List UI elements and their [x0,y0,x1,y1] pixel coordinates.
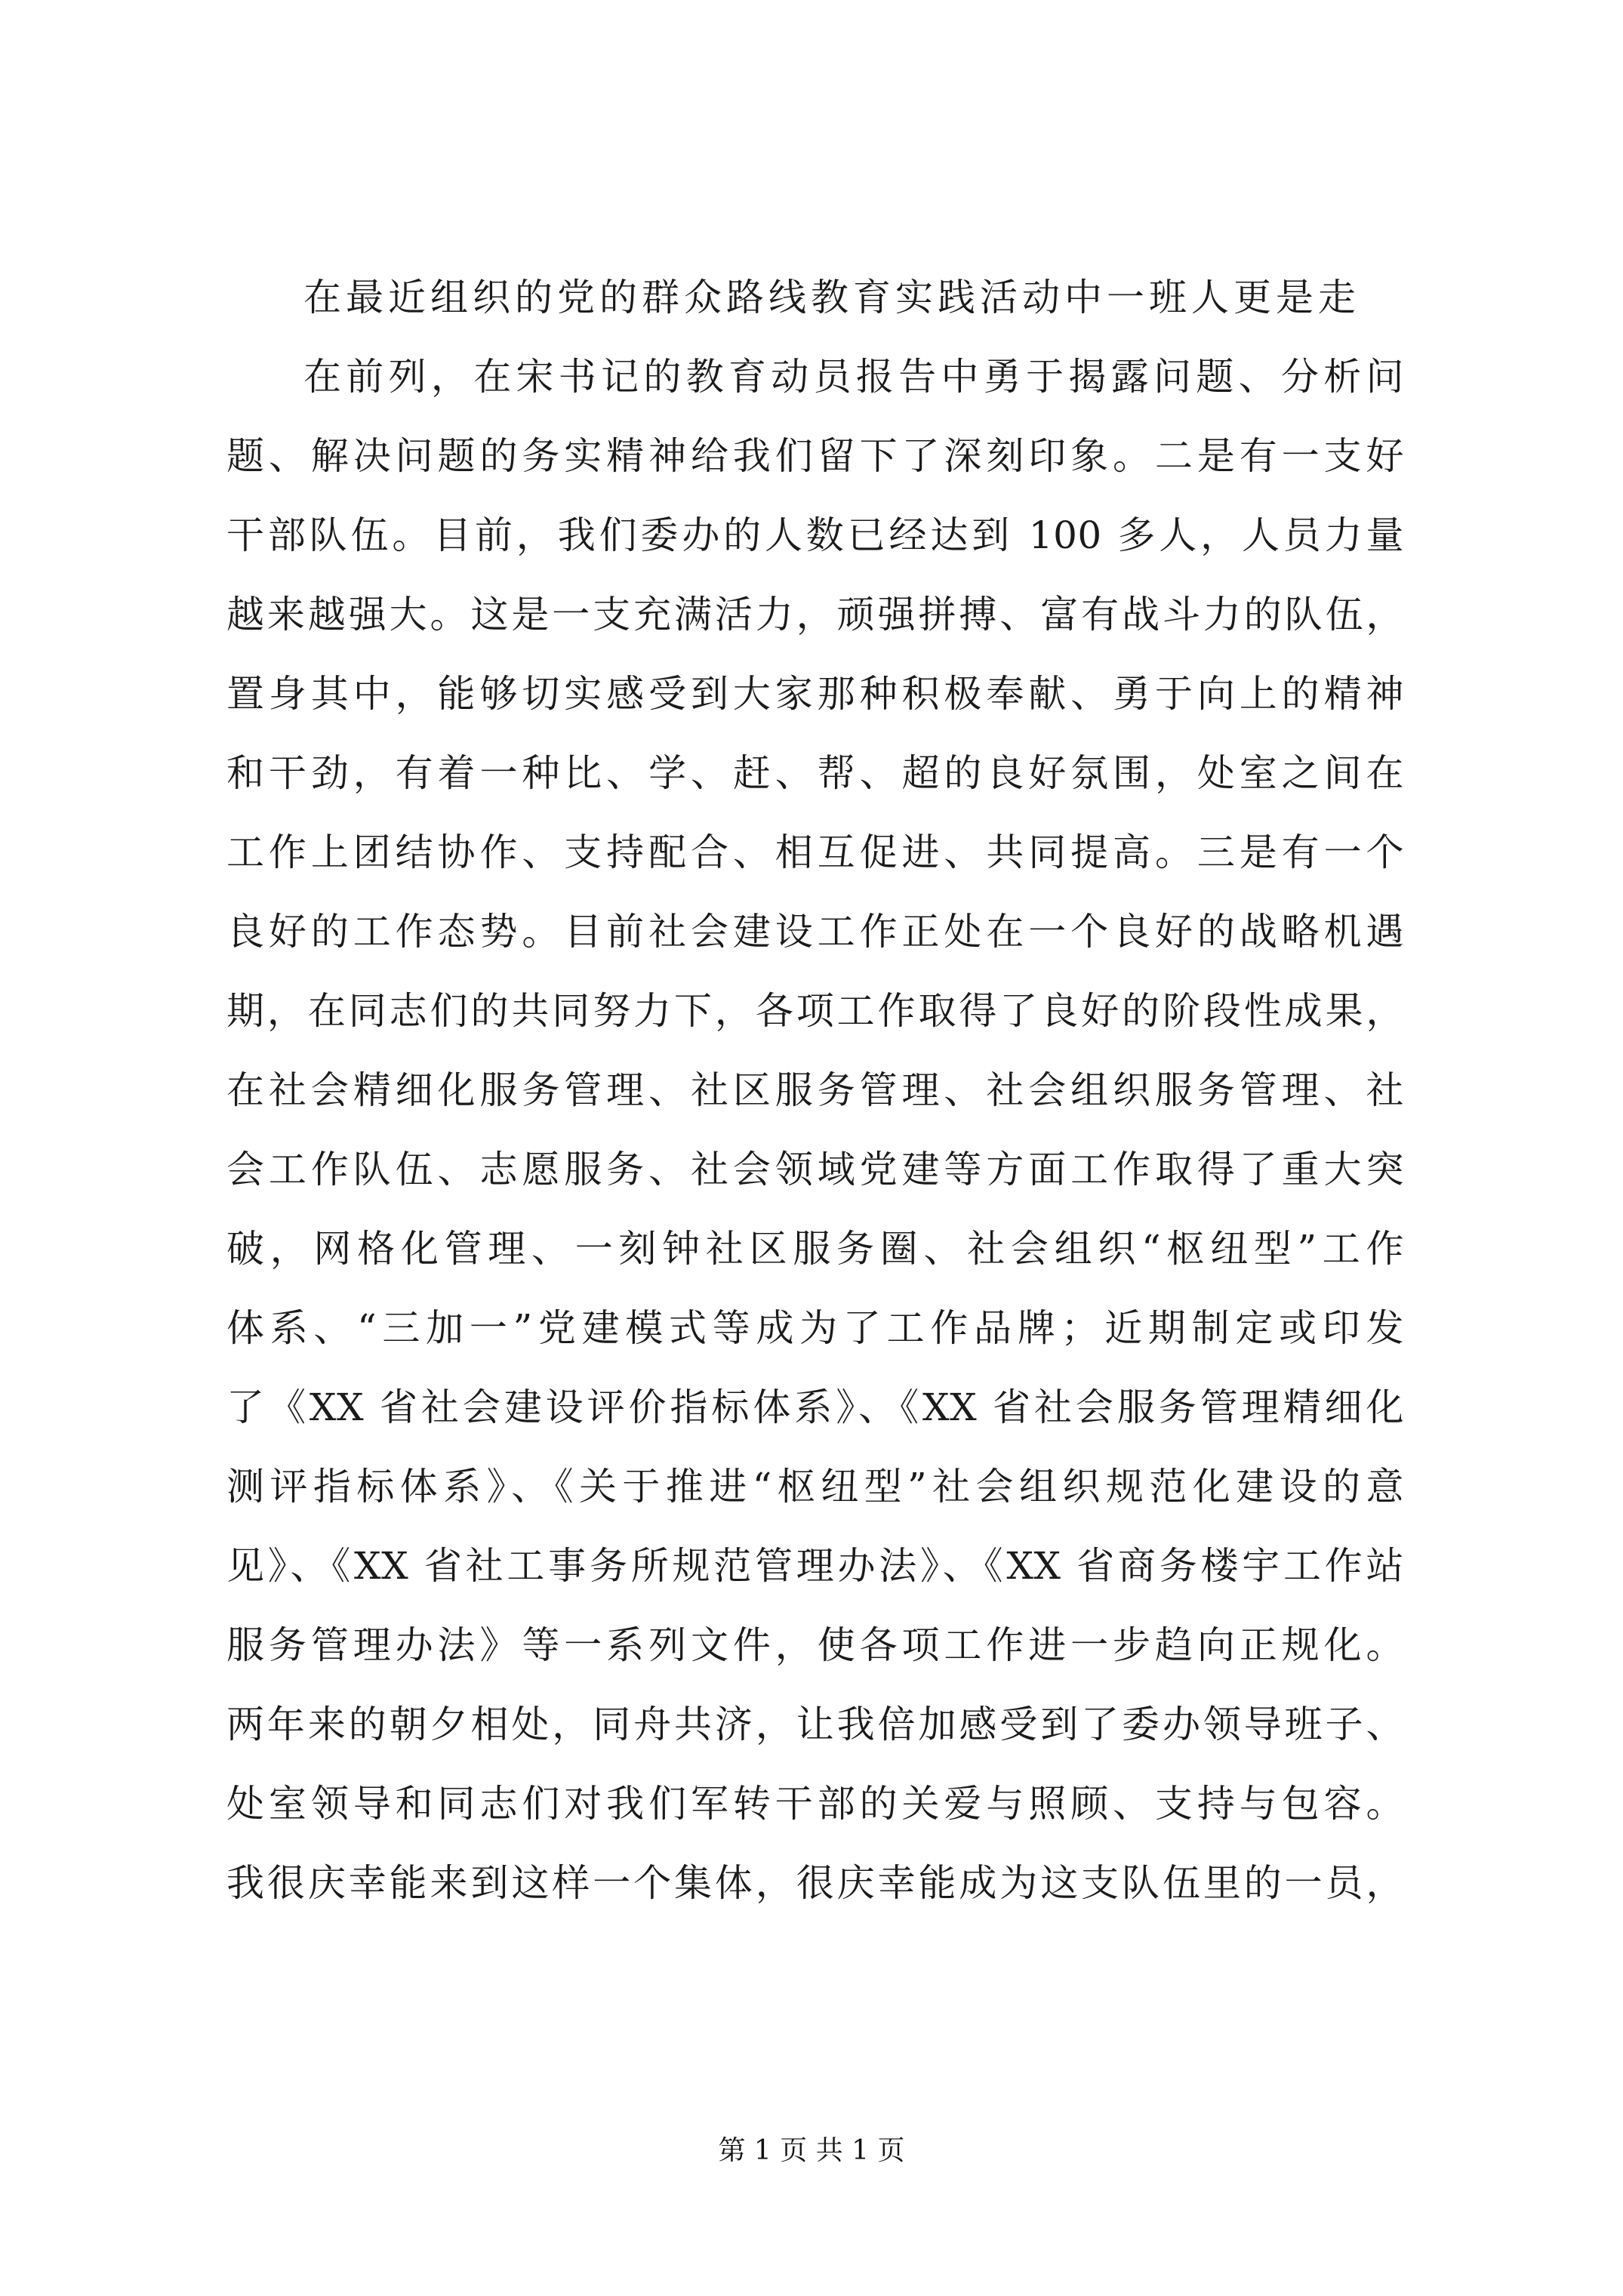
text-line-20: 处室领导和同志们对我们军转干部的关爱与照顾、支持与包容。 [226,1782,1404,1826]
text-line-12: 会工作队伍、志愿服务、社会领域党建等方面工作取得了重大突 [226,1148,1404,1191]
text-line-21: 我很庆幸能来到这样一个集体，很庆幸能成为这支队伍里的一员， [226,1861,1404,1905]
text-line-3: 题、解决问题的务实精神给我们留下了深刻印象。二是有一支好 [226,434,1404,478]
text-line-9: 良好的工作态势。目前社会建设工作正处在一个良好的战略机遇 [226,910,1404,954]
page-footer [0,2129,1623,2168]
text-line-2: 在前列，在宋书记的教育动员报告中勇于揭露问题、分析问 [303,355,1404,399]
body-text [226,258,1404,1923]
text-line-18: 服务管理办法》等一系列文件，使各项工作进一步趋向正规化。 [226,1623,1404,1667]
page-number-label: 第 1 页 共 1 页 [718,2135,905,2166]
text-line-6: 置身其中，能够切实感受到大家那种积极奉献、勇于向上的精神 [226,672,1404,716]
text-line-11: 在社会精细化服务管理、社区服务管理、社会组织服务管理、社 [226,1068,1404,1112]
text-line-16: 测评指标体系》、《关于推进“枢纽型”社会组织规范化建设的意 [226,1465,1404,1509]
text-line-17: 见》、《XX 省社工事务所规范管理办法》、《XX 省商务楼宇工作站 [226,1544,1404,1588]
text-line-13: 破，网格化管理、一刻钟社区服务圈、社会组织“枢纽型”工作 [226,1227,1404,1271]
text-line-19: 两年来的朝夕相处，同舟共济，让我倍加感受到了委办领导班子、 [226,1703,1404,1746]
text-line-5: 越来越强大。这是一支充满活力，顽强拼搏、富有战斗力的队伍， [226,593,1404,636]
text-line-1: 在最近组织的党的群众路线教育实践活动中一班人更是走 [303,276,1360,319]
text-line-8: 工作上团结协作、支持配合、相互促进、共同提高。三是有一个 [226,831,1404,874]
text-line-7: 和干劲，有着一种比、学、赶、帮、超的良好氛围，处室之间在 [226,751,1404,795]
text-line-15: 了《XX 省社会建设评价指标体系》、《XX 省社会服务管理精细化 [226,1385,1404,1429]
text-line-10: 期，在同志们的共同努力下，各项工作取得了良好的阶段性成果， [226,989,1404,1033]
text-line-14: 体系、“三加一”党建模式等成为了工作品牌；近期制定或印发 [226,1306,1404,1350]
text-line-4: 干部队伍。目前，我们委办的人数已经达到 100 多人，人员力量 [226,513,1404,557]
